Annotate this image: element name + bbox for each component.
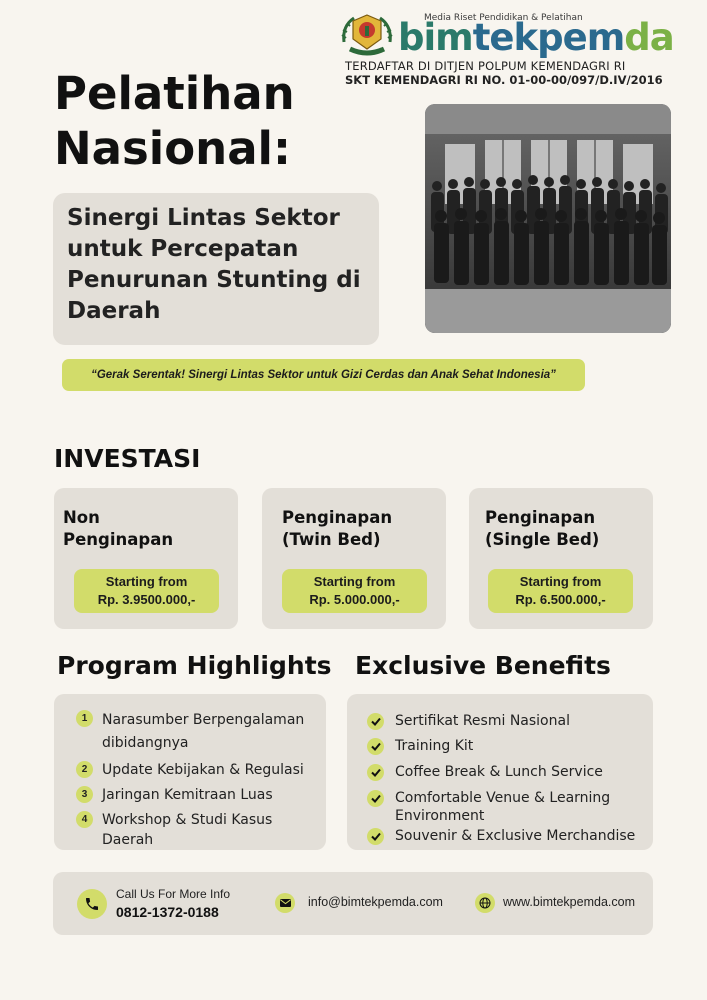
logo-word-part: tek (472, 16, 538, 59)
logo-word-part: pem (537, 16, 625, 59)
website-link[interactable]: www.bimtekpemda.com (503, 895, 635, 909)
price-label: Starting from (313, 574, 396, 589)
globe-icon (475, 893, 495, 913)
registration-line: TERDAFTAR DI DITJEN POLPUM KEMENDAGRI RI (345, 59, 626, 73)
email-link[interactable]: info@bimtekpemda.com (308, 895, 443, 909)
group-photo (425, 104, 671, 333)
registration-number: SKT KEMENDAGRI RI NO. 01-00-00/097/D.IV/2016 (345, 73, 663, 87)
price-card-single-bed (469, 488, 653, 629)
highlights-heading: Program Highlights (57, 651, 332, 680)
subtitle-box (53, 193, 379, 345)
check-icon (367, 828, 384, 845)
subtitle-text: Sinergi Lintas Sektor untuk Percepatan Penurunan Stunting di Daerah (67, 205, 361, 324)
mail-icon (275, 893, 295, 913)
item-text: Update Kebijakan & Regulasi (102, 762, 304, 778)
number-badge: 4 (76, 811, 93, 828)
item-text: Souvenir & Exclusive Merchandise (395, 828, 636, 844)
price-value: Rp. 5.000.000,- (309, 592, 400, 607)
benefits-heading: Exclusive Benefits (355, 651, 611, 680)
list-item (76, 760, 304, 781)
price-value: Rp. 3.9500.000,- (97, 592, 196, 607)
check-icon (367, 790, 384, 807)
tagline-banner: “Gerak Serentak! Sinergi Lintas Sektor untuk Gizi Cerdas dan Anak Sehat Indonesia” (62, 359, 585, 391)
package-title: Non Penginapan (63, 508, 174, 549)
logo-tagline: Media Riset Pendidikan & Pelatihan (424, 13, 583, 23)
page-title: Pelatihan Nasional: (54, 67, 295, 175)
highlights-list (54, 694, 326, 850)
number-badge: 3 (76, 786, 93, 803)
logo-wordmark (398, 18, 674, 58)
price-value: Rp. 6.500.000,- (515, 592, 606, 607)
list-item (76, 785, 273, 806)
package-title: Penginapan (Single Bed) (485, 508, 600, 549)
item-text: Comfortable Venue & Learning Environment (395, 790, 611, 824)
list-item (367, 789, 637, 825)
item-text: Training Kit (395, 738, 474, 754)
check-icon (367, 764, 384, 781)
price-pill (74, 569, 219, 613)
list-item (367, 763, 603, 781)
phone-number[interactable]: 0812-1372-0188 (116, 904, 219, 920)
phone-icon (77, 889, 107, 919)
check-icon (367, 713, 384, 730)
logo-word-part: da (624, 16, 674, 59)
list-item (76, 709, 311, 755)
item-text: Sertifikat Resmi Nasional (395, 713, 570, 729)
item-text: Jaringan Kemitraan Luas (102, 787, 273, 803)
check-icon (367, 738, 384, 755)
price-label: Starting from (519, 574, 602, 589)
item-text: Coffee Break & Lunch Service (395, 764, 603, 780)
number-badge: 2 (76, 761, 93, 778)
number-badge: 1 (76, 710, 93, 727)
price-card-twin-bed (262, 488, 446, 629)
investasi-heading: INVESTASI (54, 444, 201, 473)
contact-bar (53, 872, 653, 935)
list-item (367, 737, 473, 755)
benefits-list (347, 694, 653, 850)
item-text: Narasumber Berpengalaman dibidangnya (102, 712, 305, 751)
price-pill (282, 569, 427, 613)
list-item (76, 810, 296, 850)
phone-label: Call Us For More Info (116, 887, 231, 901)
logo-emblem (340, 12, 394, 58)
item-text: Workshop & Studi Kasus Daerah (102, 812, 273, 848)
price-pill (488, 569, 633, 613)
list-item (367, 827, 635, 845)
price-label: Starting from (105, 574, 188, 589)
list-item (367, 712, 570, 730)
logo-word-part: bim (398, 16, 473, 59)
price-card-non-penginapan (54, 488, 238, 629)
package-title: Penginapan (Twin Bed) (282, 508, 393, 549)
